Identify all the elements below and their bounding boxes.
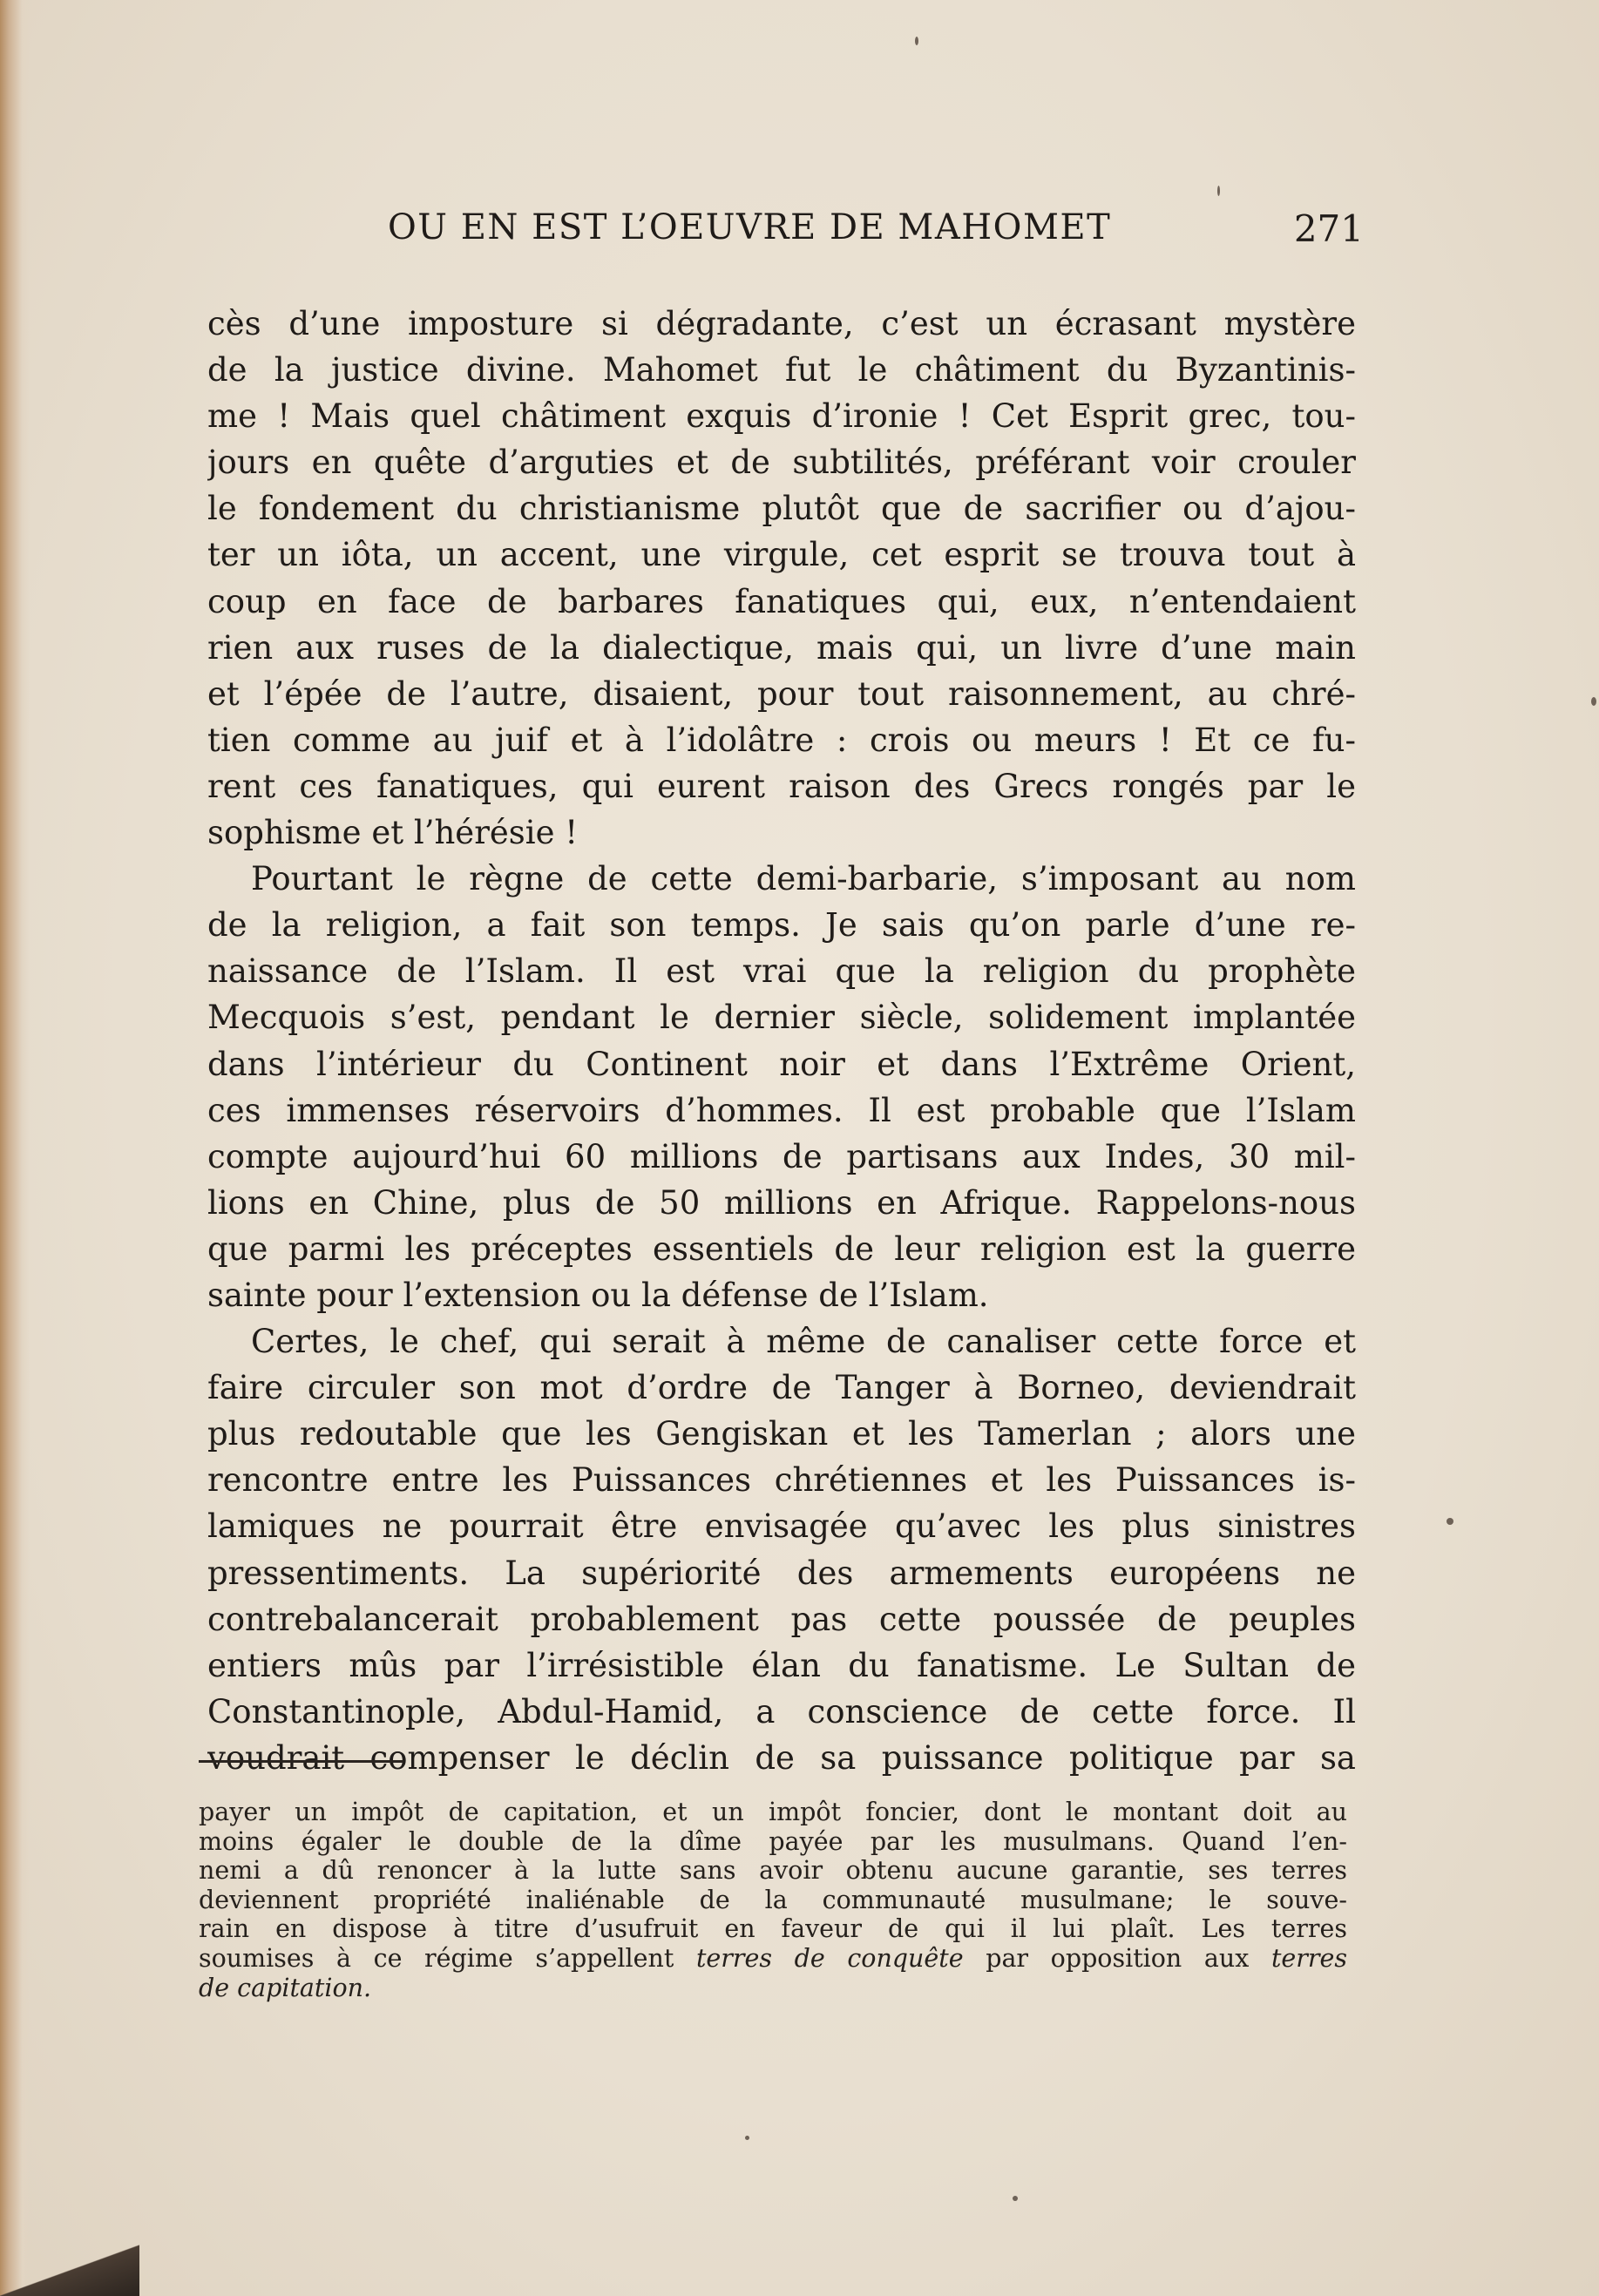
page-gutter-shadow <box>0 0 30 2296</box>
body-text <box>207 301 1356 1781</box>
footnote-text: soumises à ce régime s’appellent <box>199 1943 696 1973</box>
footnote <box>199 1798 1347 2002</box>
text-line: sainte pour l’extension ou la défense de l’Islam. <box>207 1276 989 1314</box>
text-line: voudrait compenser le déclin de sa puissance politique par sa <box>207 1738 1356 1777</box>
speck <box>1591 697 1596 706</box>
text-line: le fondement du christianisme plutôt que de sacrifier ou d’ajou- <box>207 490 1356 528</box>
speck <box>1217 186 1220 196</box>
text-line: contrebalancerait probablement pas cette poussée de peuples <box>207 1600 1356 1638</box>
text-line: dans l’intérieur du Continent noir et dans l’Extrême Orient, <box>207 1045 1356 1083</box>
footnote-line <box>199 1974 1347 2003</box>
speck <box>1013 2196 1018 2201</box>
text-line: pressentiments. La supériorité des armements européens ne <box>207 1554 1356 1592</box>
footnote-line: rain en dispose à titre d’usufruit en faveur de qui il lui plaît. Les terres <box>199 1914 1347 1944</box>
text-line: Certes, le chef, qui serait à même de canaliser cette force et <box>251 1323 1356 1361</box>
footnote-line: deviennent propriété inaliénable de la communauté musulmane; le souve- <box>199 1885 1347 1914</box>
footnote-italic: terres <box>1270 1943 1347 1973</box>
text-line: jours en quête d’arguties et de subtilités, préférant voir crouler <box>207 444 1356 482</box>
footnote-line: moins égaler le double de la dîme payée par les musulmans. Quand l’en- <box>199 1826 1347 1856</box>
footnote-italic: terres de conquête <box>695 1943 964 1973</box>
footnote-line: payer un impôt de capitation, et un impôt foncier, dont le montant doit au <box>199 1798 1347 1826</box>
text-line: Mecquois s’est, pendant le dernier siècle, solidement implantée <box>207 999 1356 1037</box>
text-line: coup en face de barbares fanatiques qui, eux, n’entendaient <box>207 582 1356 620</box>
text-line: plus redoutable que les Gengiskan et les Tamerlan ; alors une <box>207 1415 1356 1453</box>
text-line: sophisme et l’hérésie ! <box>207 814 579 852</box>
footnote-text: par opposition aux <box>963 1943 1271 1973</box>
speck <box>745 2136 749 2140</box>
text-line: de la religion, a fait son temps. Je sais qu’on parle d’une re- <box>207 906 1356 945</box>
text-line: rent ces fanatiques, qui eurent raison des Grecs rongés par le <box>207 767 1356 805</box>
running-head: OU EN EST L’OEUVRE DE MAHOMET <box>388 207 1112 247</box>
text-line: ces immenses réservoirs d’hommes. Il est probable que l’Islam <box>207 1091 1356 1129</box>
footnote-line: nemi a dû renoncer à la lutte sans avoir obtenu aucune garantie, ses terres <box>199 1856 1347 1886</box>
speck <box>1447 1518 1453 1525</box>
text-line: cès d’une imposture si dégradante, c’est un écrasant mystère <box>207 305 1356 342</box>
text-line: lions en Chine, plus de 50 millions en Afrique. Rappelons-nous <box>207 1183 1356 1222</box>
text-line: rencontre entre les Puissances chrétiennes et les Puissances is- <box>207 1461 1356 1500</box>
page-number: 271 <box>1293 207 1364 250</box>
text-line: de la justice divine. Mahomet fut le châtiment du Byzantinis- <box>207 351 1356 389</box>
text-line: naissance de l’Islam. Il est vrai que la religion du prophète <box>207 952 1356 991</box>
text-line: rien aux ruses de la dialectique, mais qui, un livre d’une main <box>207 628 1356 667</box>
text-line: tien comme au juif et à l’idolâtre : crois ou meurs ! Et ce fu- <box>207 721 1356 759</box>
text-line: entiers mûs par l’irrésistible élan du fanatisme. Le Sultan de <box>207 1646 1356 1684</box>
text-line: Constantinople, Abdul-Hamid, a conscience de cette force. Il <box>207 1692 1356 1730</box>
text-line: ter un iôta, un accent, une virgule, cet esprit se trouva tout à <box>207 536 1356 574</box>
text-line: compte aujourd’hui 60 millions de partisans aux Indes, 30 mil- <box>207 1137 1356 1175</box>
page-header <box>388 207 1364 268</box>
footnote-line <box>199 1944 1347 1974</box>
text-line: et l’épée de l’autre, disaient, pour tout raisonnement, au chré- <box>207 674 1356 713</box>
footnote-rule <box>199 1760 403 1763</box>
footnote-italic: de capitation. <box>199 1973 372 2002</box>
text-line: faire circuler son mot d’ordre de Tanger à Borneo, deviendrait <box>207 1369 1356 1407</box>
text-line: Pourtant le règne de cette demi-barbarie, s’imposant au nom <box>251 860 1356 898</box>
page-corner-shadow <box>0 2244 139 2296</box>
text-line: me ! Mais quel châtiment exquis d’ironie ! Cet Esprit grec, tou- <box>207 397 1356 436</box>
speck <box>915 37 918 45</box>
text-line: que parmi les préceptes essentiels de leur religion est la guerre <box>207 1229 1356 1268</box>
text-line: lamiques ne pourrait être envisagée qu’avec les plus sinistres <box>207 1507 1356 1546</box>
